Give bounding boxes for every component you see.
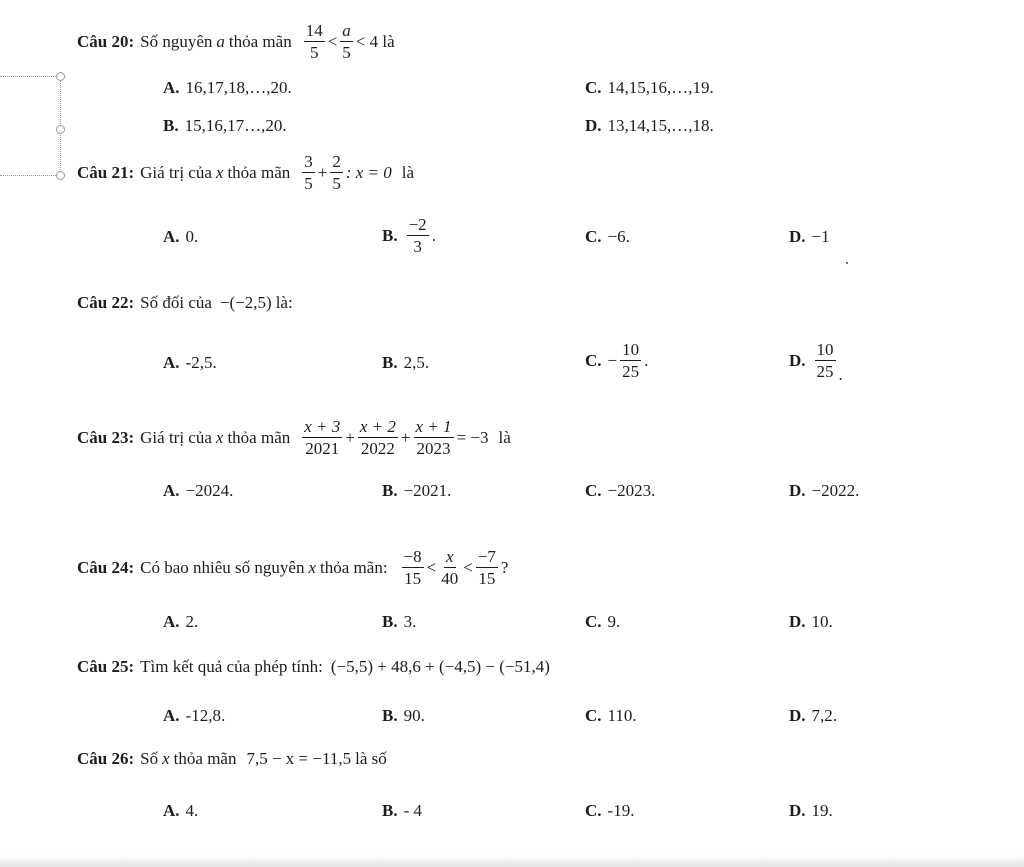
question-24: [77, 548, 508, 587]
question-25: [77, 657, 554, 677]
question-text: Giá trị của: [140, 162, 212, 182]
denominator: 5: [342, 43, 351, 62]
numerator: a: [342, 21, 351, 40]
fraction: [476, 548, 498, 587]
question-text: là: [498, 427, 511, 447]
option-letter: C.: [585, 612, 602, 631]
numerator: 14: [305, 21, 323, 40]
option-letter: D.: [789, 481, 806, 500]
option-text: 7,2.: [811, 706, 838, 725]
answer-option[interactable]: [382, 706, 425, 726]
option-letter: C.: [585, 350, 602, 370]
option-text: 90.: [403, 706, 425, 725]
option-text: .: [431, 225, 436, 245]
denominator: 40: [441, 569, 459, 588]
fraction: [620, 341, 641, 380]
question-text: Số nguyên: [140, 31, 213, 51]
math-operator: −: [607, 350, 618, 370]
denominator: 15: [404, 569, 422, 588]
question-text: Số: [140, 749, 159, 768]
option-letter: B.: [382, 706, 398, 725]
answer-option[interactable]: [585, 116, 714, 136]
option-letter: D.: [789, 227, 806, 246]
math-variable: x: [215, 427, 224, 447]
answer-option[interactable]: [382, 612, 416, 632]
answer-option[interactable]: [585, 706, 637, 726]
question-text: Giá trị của: [140, 427, 212, 447]
option-letter: D.: [585, 116, 602, 135]
option-letter: B.: [163, 116, 179, 135]
fraction: [302, 153, 315, 192]
answer-option[interactable]: [789, 481, 859, 501]
option-text: -19.: [607, 801, 635, 820]
math-operator: +: [400, 427, 411, 447]
numerator: −8: [403, 547, 422, 566]
numerator: 10: [622, 340, 640, 359]
answer-option[interactable]: [789, 612, 833, 632]
answer-option[interactable]: [585, 481, 655, 501]
answer-option[interactable]: [163, 116, 287, 136]
option-letter: D.: [789, 350, 806, 370]
option-letter: C.: [585, 481, 602, 500]
question-text: thỏa mãn:: [320, 557, 388, 577]
option-text: 110.: [607, 706, 637, 725]
fraction: [358, 418, 398, 457]
answer-option[interactable]: [789, 340, 843, 384]
option-text: -2,5.: [185, 353, 217, 372]
denominator: 25: [816, 362, 834, 381]
answer-option[interactable]: [789, 227, 830, 247]
numerator: x: [445, 547, 454, 566]
fraction: [304, 22, 325, 61]
denominator: 3: [413, 237, 422, 256]
option-letter: D.: [789, 612, 806, 631]
option-text: 2,5.: [403, 353, 430, 372]
question-text: thỏa mãn: [228, 31, 292, 51]
question-label: Câu 26:: [77, 749, 135, 768]
fraction: [330, 153, 343, 192]
answer-option[interactable]: [585, 227, 630, 247]
stray-dot: [846, 262, 848, 264]
option-letter: C.: [585, 801, 602, 820]
fraction: [815, 341, 836, 380]
option-letter: B.: [382, 225, 398, 245]
answer-option[interactable]: [163, 227, 198, 247]
answer-option[interactable]: [382, 216, 436, 255]
option-letter: B.: [382, 353, 398, 372]
question-label: Câu 22:: [77, 293, 135, 312]
question-23: [77, 418, 515, 457]
math-text: : x = 0: [345, 162, 392, 182]
option-text: 2.: [185, 612, 199, 631]
option-text: 15,16,17…,20.: [184, 116, 287, 135]
option-text: 14,15,16,…,19.: [607, 78, 714, 97]
question-label: Câu 23:: [77, 427, 135, 447]
option-text: 10.: [811, 612, 833, 631]
option-letter: C.: [585, 227, 602, 246]
option-letter: B.: [382, 801, 398, 820]
answer-option[interactable]: [789, 706, 837, 726]
fraction: [302, 418, 342, 457]
option-text: .: [838, 364, 843, 384]
denominator: 15: [478, 569, 496, 588]
option-text: 13,14,15,…,18.: [607, 116, 714, 135]
fraction: [439, 548, 460, 587]
option-letter: D.: [789, 706, 806, 725]
margin-guide-line: [0, 76, 60, 77]
answer-option[interactable]: [382, 481, 451, 501]
answer-option[interactable]: [585, 801, 634, 821]
question-label: Câu 25:: [77, 657, 135, 676]
option-text: −6.: [607, 227, 630, 246]
margin-anchor-circle: [56, 171, 65, 180]
option-text: - 4: [403, 801, 423, 820]
question-text: thỏa mãn: [227, 162, 291, 182]
option-text: −2022.: [811, 481, 860, 500]
fraction: [414, 418, 454, 457]
option-letter: A.: [163, 706, 180, 725]
option-letter: A.: [163, 481, 180, 500]
numerator: −2: [408, 215, 427, 234]
option-text: 19.: [811, 801, 833, 820]
option-text: 0.: [185, 227, 199, 246]
math-variable: x: [162, 749, 170, 768]
option-text: 3.: [403, 612, 417, 631]
numerator: 3: [304, 152, 313, 171]
option-text: -12,8.: [185, 706, 226, 725]
math-operator: <: [426, 557, 437, 577]
question-text: thỏa mãn: [227, 427, 291, 447]
math-text: = −3: [456, 427, 489, 447]
question-text: thỏa mãn: [173, 749, 237, 768]
option-letter: A.: [163, 612, 180, 631]
fraction: [407, 216, 429, 255]
math-expression: −(−2,5): [219, 293, 272, 312]
math-text: ?: [500, 557, 509, 577]
answer-option[interactable]: [789, 801, 833, 821]
math-expression: 7,5 − x = −11,5: [246, 749, 352, 768]
numerator: x + 2: [359, 417, 396, 436]
numerator: x + 1: [415, 417, 452, 436]
question-text: Số đối của: [140, 293, 212, 312]
answer-option[interactable]: [585, 341, 648, 380]
option-text: −2024.: [185, 481, 234, 500]
question-20: [77, 22, 395, 61]
answer-option[interactable]: [585, 612, 620, 632]
option-letter: A.: [163, 227, 180, 246]
question-text: Có bao nhiêu số nguyên: [140, 557, 305, 577]
option-text: 9.: [607, 612, 621, 631]
numerator: x + 3: [304, 417, 341, 436]
option-text: .: [644, 350, 649, 370]
option-text: −2023.: [607, 481, 656, 500]
denominator: 5: [309, 43, 319, 62]
option-text: −1: [811, 227, 830, 246]
denominator: 2021: [305, 439, 340, 458]
math-text: < 4 là: [355, 31, 395, 51]
answer-option[interactable]: [163, 481, 233, 501]
question-text: là: [401, 162, 415, 182]
question-label: Câu 24:: [77, 557, 135, 577]
math-operator: <: [463, 557, 473, 577]
question-26: [77, 749, 387, 769]
denominator: 2023: [416, 439, 451, 458]
denominator: 5: [332, 174, 341, 193]
answer-option[interactable]: [163, 353, 217, 373]
page-bottom-edge: [0, 855, 1024, 867]
math-operator: <: [327, 31, 338, 51]
option-text: 4.: [185, 801, 199, 820]
question-text: là:: [275, 293, 293, 312]
option-letter: B.: [382, 612, 398, 631]
option-letter: D.: [789, 801, 806, 820]
answer-option[interactable]: [163, 706, 225, 726]
option-text: −2021.: [403, 481, 452, 500]
answer-option[interactable]: [382, 353, 429, 373]
option-letter: A.: [163, 801, 180, 820]
question-label: Câu 21:: [77, 162, 135, 182]
math-expression: (−5,5) + 48,6 + (−4,5) − (−51,4): [330, 657, 550, 676]
question-label: Câu 20:: [77, 31, 135, 51]
answer-option[interactable]: [163, 801, 198, 821]
math-operator: +: [317, 162, 328, 182]
fraction: [340, 22, 353, 61]
option-letter: B.: [382, 481, 398, 500]
question-22: [77, 293, 293, 313]
math-variable: a: [216, 31, 225, 51]
option-letter: A.: [163, 353, 180, 372]
answer-option[interactable]: [163, 612, 198, 632]
numerator: 10: [816, 340, 834, 359]
math-operator: +: [345, 427, 355, 447]
answer-option[interactable]: [163, 78, 292, 98]
option-letter: C.: [585, 706, 602, 725]
denominator: 5: [304, 174, 313, 193]
answer-option[interactable]: [382, 801, 422, 821]
option-text: 16,17,18,…,20.: [185, 78, 292, 97]
math-variable: x: [308, 557, 317, 577]
question-text: là số: [355, 749, 387, 768]
fraction: [402, 548, 424, 587]
denominator: 25: [622, 362, 640, 381]
option-letter: A.: [163, 78, 180, 97]
margin-guide-line: [0, 175, 60, 176]
question-21: [77, 153, 418, 192]
math-variable: x: [215, 162, 224, 182]
question-text: Tìm kết quả của phép tính:: [140, 657, 323, 676]
denominator: 2022: [360, 439, 395, 458]
option-letter: C.: [585, 78, 602, 97]
answer-option[interactable]: [585, 78, 714, 98]
margin-anchor-circle: [56, 125, 65, 134]
numerator: −7: [477, 547, 496, 566]
numerator: 2: [332, 152, 341, 171]
